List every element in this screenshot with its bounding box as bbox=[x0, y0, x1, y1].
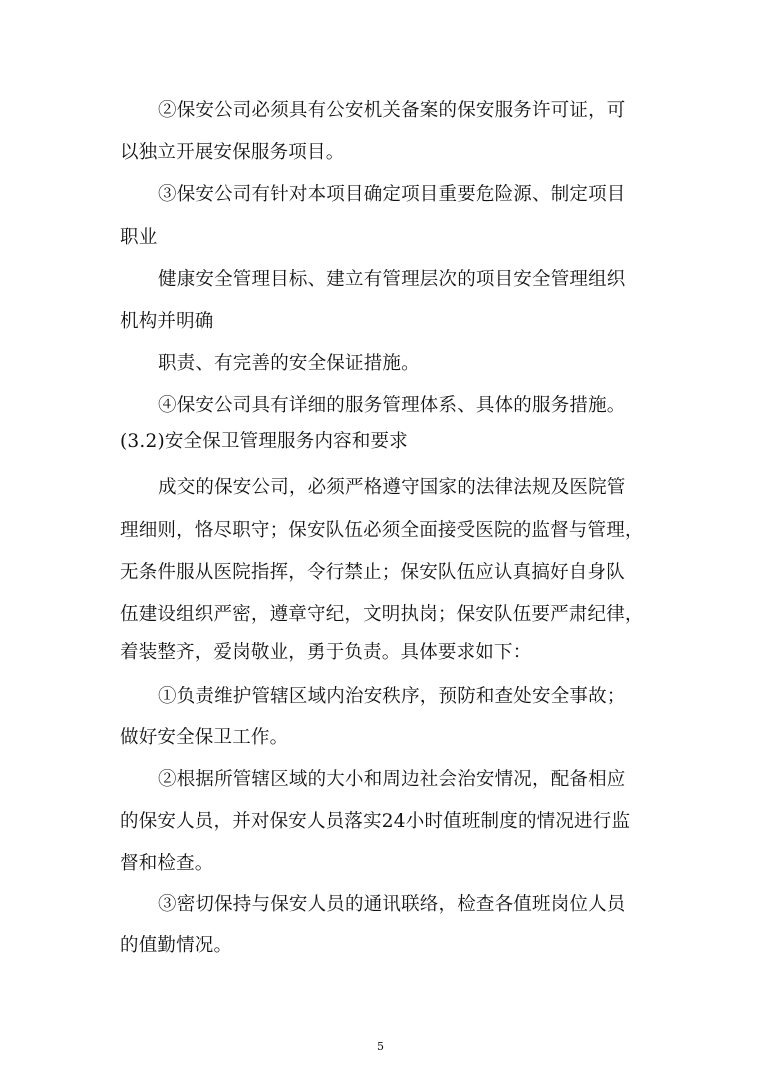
paragraph-line: ③保安公司有针对本项目确定项目重要危险源、制定项目 bbox=[158, 184, 626, 205]
paragraph-line: 成交的保安公司，必须严格遵守国家的法律法规及医院管 bbox=[158, 477, 626, 498]
paragraph-line: ②保安公司必须具有公安机关备案的保安服务许可证，可 bbox=[158, 100, 626, 121]
paragraph-line: 职责、有完善的安全保证措施。 bbox=[158, 353, 420, 374]
paragraph-line: 做好安全保卫工作。 bbox=[120, 727, 289, 748]
paragraph-line: 理细则，恪尽职守；保安队伍必须全面接受医院的监督与管理， bbox=[120, 520, 644, 541]
paragraph-line: 的保安人员，并对保安人员落实24小时值班制度的情况进行监 bbox=[120, 811, 631, 832]
paragraph-line: 职业 bbox=[120, 227, 158, 248]
paragraph-line: 健康安全管理目标、建立有管理层次的项目安全管理组织 bbox=[158, 269, 626, 290]
paragraph-line: 督和检查。 bbox=[120, 853, 214, 874]
paragraph-line: 以独立开展安保服务项目。 bbox=[120, 142, 345, 163]
paragraph-line: ③密切保持与保安人员的通讯联络，检查各值班岗位人员 bbox=[158, 894, 626, 915]
paragraph-line: ④保安公司具有详细的服务管理体系、具体的服务措施。 bbox=[158, 395, 626, 416]
paragraph-line: ①负责维护管辖区域内治安秩序，预防和查处安全事故； bbox=[158, 686, 626, 707]
paragraph-line: 机构并明确 bbox=[120, 311, 214, 332]
section-heading: (3.2)安全保卫管理服务内容和要求 bbox=[120, 431, 408, 452]
paragraph-line: 的值勤情况。 bbox=[120, 935, 233, 956]
page-number: 5 bbox=[377, 1040, 384, 1053]
paragraph-line: 伍建设组织严密，遵章守纪，文明执岗；保安队伍要严肃纪律， bbox=[120, 604, 644, 625]
paragraph-line: ②根据所管辖区域的大小和周边社会治安情况，配备相应 bbox=[158, 769, 626, 790]
paragraph-line: 着装整齐，爱岗敬业，勇于负责。具体要求如下： bbox=[120, 642, 532, 663]
paragraph-line: 无条件服从医院指挥，令行禁止；保安队伍应认真搞好自身队 bbox=[120, 562, 625, 583]
